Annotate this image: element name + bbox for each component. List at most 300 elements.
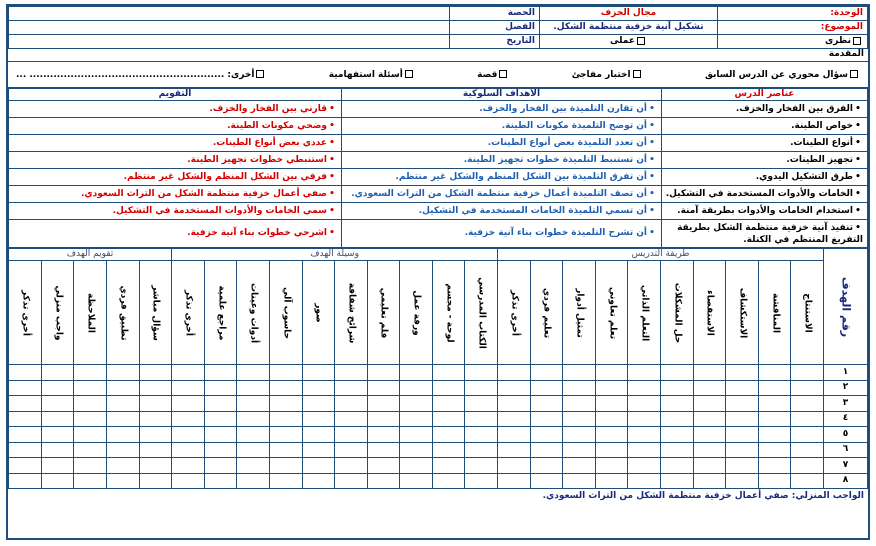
grid-cell[interactable] xyxy=(595,458,628,474)
column-header-label: شرائح شفافة xyxy=(346,282,357,343)
lesson-element: • الفرق بين الفخار والخزف. xyxy=(662,101,868,118)
grid-cell[interactable] xyxy=(498,442,531,458)
grid-cell[interactable] xyxy=(237,442,270,458)
grid-cell[interactable] xyxy=(758,473,791,489)
grid-cell[interactable] xyxy=(106,442,139,458)
column-header-label: الاستكشاف xyxy=(737,287,748,338)
grid-cell[interactable] xyxy=(335,365,368,381)
option-label: اختبار مفاجئ xyxy=(571,69,631,80)
grid-cell[interactable] xyxy=(172,365,205,381)
grid-cell[interactable] xyxy=(367,458,400,474)
grid-cell[interactable] xyxy=(237,365,270,381)
unit-label: الوحدة: xyxy=(718,7,868,21)
grid-cell[interactable] xyxy=(758,458,791,474)
grid-cell[interactable] xyxy=(41,396,74,412)
grid-cell[interactable] xyxy=(791,458,824,474)
grid-cell[interactable] xyxy=(41,365,74,381)
grid-cell[interactable] xyxy=(335,473,368,489)
grid-cell[interactable] xyxy=(465,458,498,474)
grid-cell[interactable] xyxy=(628,458,661,474)
lesson-goal: • أن تفرق التلميذة بين الشكل المنظم والشكل غير منتظم. xyxy=(342,169,662,186)
grid-cell[interactable] xyxy=(172,411,205,427)
grid-cell[interactable] xyxy=(693,442,726,458)
column-header-label: الملاحظة xyxy=(85,292,96,333)
grid-cell[interactable] xyxy=(367,365,400,381)
grid-cell[interactable] xyxy=(726,380,759,396)
lesson-evaluation: • سمي الخامات والأدوات المستخدمة في التشكيل. xyxy=(9,203,342,220)
grid-cell[interactable] xyxy=(661,411,694,427)
grid-cell[interactable] xyxy=(432,396,465,412)
grid-cell[interactable] xyxy=(661,427,694,443)
table-row xyxy=(9,101,868,118)
grid-cell[interactable] xyxy=(628,473,661,489)
grid-cell[interactable] xyxy=(106,396,139,412)
column-header-label: الكتاب المدرسي xyxy=(476,276,487,349)
theory-option[interactable] xyxy=(718,35,868,49)
grid-cell[interactable] xyxy=(74,442,107,458)
column-header xyxy=(9,261,42,365)
grid-cell[interactable] xyxy=(465,411,498,427)
grid-cell[interactable] xyxy=(498,411,531,427)
grid-cell[interactable] xyxy=(661,442,694,458)
grid-cell[interactable] xyxy=(465,380,498,396)
checkbox-icon[interactable] xyxy=(256,70,264,78)
goal-number: ٤ xyxy=(824,411,868,427)
grid-cell[interactable] xyxy=(791,473,824,489)
grid-cell[interactable] xyxy=(106,473,139,489)
grid-cell[interactable] xyxy=(498,380,531,396)
column-header xyxy=(693,261,726,365)
lesson-evaluation: • اشرحي خطوات بناء آنية خزفية. xyxy=(9,220,342,248)
grid-cell[interactable] xyxy=(172,473,205,489)
grid-cell[interactable] xyxy=(41,473,74,489)
grid-cell[interactable] xyxy=(204,380,237,396)
grid-cell[interactable] xyxy=(758,411,791,427)
grid-cell[interactable] xyxy=(628,380,661,396)
grid-cell[interactable] xyxy=(9,473,42,489)
grid-cell[interactable] xyxy=(367,396,400,412)
grid-cell[interactable] xyxy=(595,427,628,443)
lesson-goal: • أن تشرح التلميذة خطوات بناء آنية خزفية. xyxy=(342,220,662,248)
intro-option-2[interactable] xyxy=(572,70,643,80)
column-header xyxy=(628,261,661,365)
lesson-element: • تجهيز الطينات. xyxy=(662,152,868,169)
grid-cell[interactable] xyxy=(432,427,465,443)
column-header-label: المناقشة xyxy=(770,292,781,333)
grid-cell[interactable] xyxy=(400,442,433,458)
grid-cell[interactable] xyxy=(9,396,42,412)
grid-cell[interactable] xyxy=(726,427,759,443)
grid-cell[interactable] xyxy=(530,442,563,458)
practical-option[interactable] xyxy=(540,35,718,49)
grid-cell[interactable] xyxy=(204,473,237,489)
lesson-goal: • أن تصف التلميذة أعمال خزفية منتظمة الشكل من التراث السعودي. xyxy=(342,186,662,203)
grid-cell[interactable] xyxy=(693,380,726,396)
grid-cell[interactable] xyxy=(139,458,172,474)
grid-cell[interactable] xyxy=(400,427,433,443)
column-header xyxy=(530,261,563,365)
grid-cell[interactable] xyxy=(74,458,107,474)
grid-cell[interactable] xyxy=(791,365,824,381)
grid-cell[interactable] xyxy=(204,411,237,427)
grid-cell[interactable] xyxy=(693,396,726,412)
topic-label: الموضوع: xyxy=(718,21,868,35)
column-header-label: الاستقصاء xyxy=(704,289,715,336)
homework-label: الواجب المنزلي: xyxy=(791,491,864,501)
grid-cell[interactable] xyxy=(106,365,139,381)
grid-cell[interactable] xyxy=(432,411,465,427)
grid-cell[interactable] xyxy=(791,442,824,458)
intro-option-1[interactable] xyxy=(705,70,860,80)
grid-cell[interactable] xyxy=(693,365,726,381)
column-header-label: تعلم تعاوني xyxy=(607,286,618,339)
lesson-element: • استخدام الخامات والأدوات بطريقة آمنة. xyxy=(662,203,868,220)
session-value[interactable] xyxy=(9,7,450,21)
evaluation-group-header: تقويم الهدف xyxy=(9,249,172,261)
grid-cell[interactable] xyxy=(302,442,335,458)
column-header-label: الاستنتاج xyxy=(802,292,813,333)
grid-cell[interactable] xyxy=(335,411,368,427)
grid-cell[interactable] xyxy=(172,458,205,474)
date-value[interactable] xyxy=(9,35,450,49)
column-header xyxy=(498,261,531,365)
grid-cell[interactable] xyxy=(791,396,824,412)
grid-cell[interactable] xyxy=(661,365,694,381)
grid-cell[interactable] xyxy=(726,396,759,412)
grid-cell[interactable] xyxy=(9,380,42,396)
lesson-element: • طرق التشكيل اليدوي. xyxy=(662,169,868,186)
grid-cell[interactable] xyxy=(41,458,74,474)
grid-cell[interactable] xyxy=(302,458,335,474)
grid-cell[interactable] xyxy=(758,442,791,458)
grid-cell[interactable] xyxy=(530,473,563,489)
table-row xyxy=(9,203,868,220)
grid-cell[interactable] xyxy=(367,380,400,396)
grid-cell[interactable] xyxy=(595,380,628,396)
grid-cell[interactable] xyxy=(41,380,74,396)
method-grid xyxy=(8,248,868,489)
grid-cell[interactable] xyxy=(139,380,172,396)
intro-option-4[interactable] xyxy=(329,70,415,80)
grid-cell[interactable] xyxy=(335,427,368,443)
grid-cell[interactable] xyxy=(758,365,791,381)
grid-cell[interactable] xyxy=(726,473,759,489)
grid-cell[interactable] xyxy=(139,365,172,381)
grid-cell[interactable] xyxy=(237,427,270,443)
grid-cell[interactable] xyxy=(9,458,42,474)
grid-cell[interactable] xyxy=(432,442,465,458)
grid-cell[interactable] xyxy=(106,458,139,474)
checkbox-icon[interactable] xyxy=(405,70,413,78)
grid-cell[interactable] xyxy=(74,380,107,396)
grid-cell[interactable] xyxy=(432,473,465,489)
intro-title: المقدمة xyxy=(8,49,868,62)
goal-number: ٨ xyxy=(824,473,868,489)
grid-cell[interactable] xyxy=(432,458,465,474)
grid-cell[interactable] xyxy=(204,396,237,412)
grid-cell[interactable] xyxy=(269,458,302,474)
column-header-label: أخرى تذكر xyxy=(20,289,31,336)
lesson-element: • تنفيذ آنية خزفية منتظمة الشكل بطريقة التفريغ المنتظم في الكتلة. xyxy=(662,220,868,248)
grid-cell[interactable] xyxy=(595,473,628,489)
grid-cell[interactable] xyxy=(530,365,563,381)
grid-cell[interactable] xyxy=(465,396,498,412)
grid-cell[interactable] xyxy=(595,411,628,427)
grid-cell[interactable] xyxy=(563,442,596,458)
evaluation-header: التقويم xyxy=(9,89,342,101)
grid-cell[interactable] xyxy=(661,458,694,474)
grid-cell[interactable] xyxy=(498,365,531,381)
grid-cell[interactable] xyxy=(9,442,42,458)
grid-cell[interactable] xyxy=(269,442,302,458)
table-row xyxy=(9,135,868,152)
column-header xyxy=(791,261,824,365)
grid-cell[interactable] xyxy=(465,473,498,489)
grid-cell[interactable] xyxy=(791,427,824,443)
grid-cell[interactable] xyxy=(302,427,335,443)
grid-cell[interactable] xyxy=(269,411,302,427)
column-header-label: تمثيل أدوار xyxy=(574,287,585,338)
grid-cell[interactable] xyxy=(335,458,368,474)
grid-cell[interactable] xyxy=(302,380,335,396)
grid-row xyxy=(9,365,868,381)
table-row xyxy=(9,220,868,248)
grid-cell[interactable] xyxy=(204,458,237,474)
grid-cell[interactable] xyxy=(400,473,433,489)
grid-cell[interactable] xyxy=(269,396,302,412)
grid-cell[interactable] xyxy=(498,473,531,489)
grid-cell[interactable] xyxy=(758,380,791,396)
grid-cell[interactable] xyxy=(139,427,172,443)
grid-cell[interactable] xyxy=(661,380,694,396)
column-header-label: ورقة عمل xyxy=(411,289,422,336)
column-header-label: صور xyxy=(313,302,324,323)
grid-cell[interactable] xyxy=(74,365,107,381)
grid-cell[interactable] xyxy=(302,473,335,489)
practical-label: عملى xyxy=(610,36,635,46)
grid-cell[interactable] xyxy=(269,365,302,381)
grid-cell[interactable] xyxy=(106,380,139,396)
grid-cell[interactable] xyxy=(465,442,498,458)
grid-cell[interactable] xyxy=(400,411,433,427)
grid-cell[interactable] xyxy=(237,396,270,412)
lesson-evaluation: • صفي أعمال خزفية منتظمة الشكل من التراث السعودي. xyxy=(9,186,342,203)
grid-cell[interactable] xyxy=(41,442,74,458)
grid-cell[interactable] xyxy=(791,411,824,427)
grid-cell[interactable] xyxy=(530,411,563,427)
goal-number: ٦ xyxy=(824,442,868,458)
aids-group-header: وسيلة الهدف xyxy=(172,249,498,261)
grid-cell[interactable] xyxy=(269,427,302,443)
grid-cell[interactable] xyxy=(74,473,107,489)
grid-cell[interactable] xyxy=(498,427,531,443)
grid-cell[interactable] xyxy=(563,396,596,412)
column-header-label: فلم تعليمي xyxy=(378,287,389,338)
checkbox-icon[interactable] xyxy=(499,70,507,78)
grid-cell[interactable] xyxy=(400,365,433,381)
grid-cell[interactable] xyxy=(237,458,270,474)
grid-cell[interactable] xyxy=(498,458,531,474)
grid-cell[interactable] xyxy=(269,473,302,489)
grid-cell[interactable] xyxy=(302,396,335,412)
grid-cell[interactable] xyxy=(204,442,237,458)
methods-group-header: طريقة التدريس xyxy=(498,249,824,261)
checkbox-icon[interactable] xyxy=(633,70,641,78)
grid-cell[interactable] xyxy=(563,473,596,489)
column-header xyxy=(595,261,628,365)
grid-cell[interactable] xyxy=(628,411,661,427)
date-label: التاريخ xyxy=(450,35,540,49)
grid-cell[interactable] xyxy=(9,411,42,427)
grid-cell[interactable] xyxy=(74,396,107,412)
grid-cell[interactable] xyxy=(9,427,42,443)
goal-number: ١ xyxy=(824,365,868,381)
table-row xyxy=(9,186,868,203)
column-header-label: أدوات وعينات xyxy=(248,282,259,343)
grid-cell[interactable] xyxy=(335,396,368,412)
grid-cell[interactable] xyxy=(41,411,74,427)
grid-cell[interactable] xyxy=(595,442,628,458)
column-header xyxy=(400,261,433,365)
grid-cell[interactable] xyxy=(726,365,759,381)
grid-cell[interactable] xyxy=(269,380,302,396)
grid-cell[interactable] xyxy=(758,427,791,443)
lesson-plan-sheet xyxy=(6,4,870,540)
column-header xyxy=(563,261,596,365)
grid-cell[interactable] xyxy=(237,473,270,489)
column-header-label: سؤال مباشر xyxy=(150,284,161,341)
goal-number: ٣ xyxy=(824,396,868,412)
grid-cell[interactable] xyxy=(9,365,42,381)
option-label: أخرى: ......................................................... ... xyxy=(16,69,255,80)
grid-cell[interactable] xyxy=(661,396,694,412)
lesson-goal: • أن تستنبط التلميذة خطوات تجهيز الطينة. xyxy=(342,152,662,169)
intro-option-5[interactable] xyxy=(16,70,266,80)
column-header-label: تطبيق فردي xyxy=(118,284,129,341)
class-value[interactable] xyxy=(9,21,450,35)
column-header xyxy=(106,261,139,365)
grid-cell[interactable] xyxy=(498,396,531,412)
grid-cell[interactable] xyxy=(726,442,759,458)
checkbox-icon[interactable] xyxy=(853,37,861,45)
grid-cell[interactable] xyxy=(530,427,563,443)
grid-cell[interactable] xyxy=(693,458,726,474)
grid-cell[interactable] xyxy=(432,365,465,381)
grid-cell[interactable] xyxy=(628,365,661,381)
grid-cell[interactable] xyxy=(432,380,465,396)
grid-cell[interactable] xyxy=(628,396,661,412)
grid-cell[interactable] xyxy=(758,396,791,412)
grid-cell[interactable] xyxy=(139,411,172,427)
grid-cell[interactable] xyxy=(172,427,205,443)
column-header-label: حاسوب آلي xyxy=(281,286,292,339)
grid-cell[interactable] xyxy=(74,427,107,443)
grid-cell[interactable] xyxy=(139,396,172,412)
goal-number: ٧ xyxy=(824,458,868,474)
grid-cell[interactable] xyxy=(367,473,400,489)
checkbox-icon[interactable] xyxy=(637,37,645,45)
grid-cell[interactable] xyxy=(204,365,237,381)
session-label: الحصة xyxy=(450,7,540,21)
grid-cell[interactable] xyxy=(172,396,205,412)
grid-cell[interactable] xyxy=(302,365,335,381)
lesson-goal: • أن توضح التلميذة مكونات الطينة. xyxy=(342,118,662,135)
intro-option-3[interactable] xyxy=(477,70,509,80)
column-header xyxy=(465,261,498,365)
grid-cell[interactable] xyxy=(628,427,661,443)
grid-cell[interactable] xyxy=(563,427,596,443)
grid-cell[interactable] xyxy=(335,442,368,458)
grid-cell[interactable] xyxy=(465,365,498,381)
grid-cell[interactable] xyxy=(172,380,205,396)
column-header xyxy=(726,261,759,365)
grid-cell[interactable] xyxy=(172,442,205,458)
grid-cell[interactable] xyxy=(595,396,628,412)
grid-cell[interactable] xyxy=(595,365,628,381)
grid-cell[interactable] xyxy=(302,411,335,427)
grid-cell[interactable] xyxy=(661,473,694,489)
grid-row xyxy=(9,396,868,412)
grid-cell[interactable] xyxy=(693,411,726,427)
grid-cell[interactable] xyxy=(367,427,400,443)
table-row xyxy=(9,169,868,186)
grid-cell[interactable] xyxy=(74,411,107,427)
grid-cell[interactable] xyxy=(106,427,139,443)
grid-cell[interactable] xyxy=(530,380,563,396)
grid-cell[interactable] xyxy=(41,427,74,443)
lesson-table xyxy=(8,88,868,248)
grid-cell[interactable] xyxy=(400,396,433,412)
grid-cell[interactable] xyxy=(563,380,596,396)
grid-cell[interactable] xyxy=(530,396,563,412)
header-table xyxy=(8,6,868,49)
grid-cell[interactable] xyxy=(726,458,759,474)
grid-cell[interactable] xyxy=(237,411,270,427)
grid-cell[interactable] xyxy=(139,473,172,489)
grid-cell[interactable] xyxy=(791,380,824,396)
checkbox-icon[interactable] xyxy=(850,70,858,78)
lesson-evaluation: • استنبطي خطوات تجهيز الطينة. xyxy=(9,152,342,169)
column-header xyxy=(758,261,791,365)
lesson-goal: • أن تعدد التلميذة بعض أنواع الطينات. xyxy=(342,135,662,152)
column-header-label: لوحة - مجسم xyxy=(444,282,455,343)
grid-cell[interactable] xyxy=(465,427,498,443)
grid-cell[interactable] xyxy=(563,365,596,381)
grid-row xyxy=(9,380,868,396)
grid-cell[interactable] xyxy=(237,380,270,396)
goal-number: ٥ xyxy=(824,427,868,443)
grid-cell[interactable] xyxy=(400,380,433,396)
grid-cell[interactable] xyxy=(204,427,237,443)
grid-cell[interactable] xyxy=(139,442,172,458)
grid-cell[interactable] xyxy=(400,458,433,474)
grid-cell[interactable] xyxy=(367,442,400,458)
column-header xyxy=(302,261,335,365)
grid-cell[interactable] xyxy=(628,442,661,458)
grid-cell[interactable] xyxy=(693,427,726,443)
grid-cell[interactable] xyxy=(693,473,726,489)
grid-row xyxy=(9,458,868,474)
grid-cell[interactable] xyxy=(367,411,400,427)
grid-cell[interactable] xyxy=(530,458,563,474)
grid-cell[interactable] xyxy=(563,458,596,474)
grid-cell[interactable] xyxy=(726,411,759,427)
option-label: أسئلة استفهامية xyxy=(328,69,403,80)
option-label: سؤال محوري عن الدرس السابق xyxy=(704,69,848,80)
grid-cell[interactable] xyxy=(335,380,368,396)
grid-cell[interactable] xyxy=(563,411,596,427)
grid-cell[interactable] xyxy=(106,411,139,427)
